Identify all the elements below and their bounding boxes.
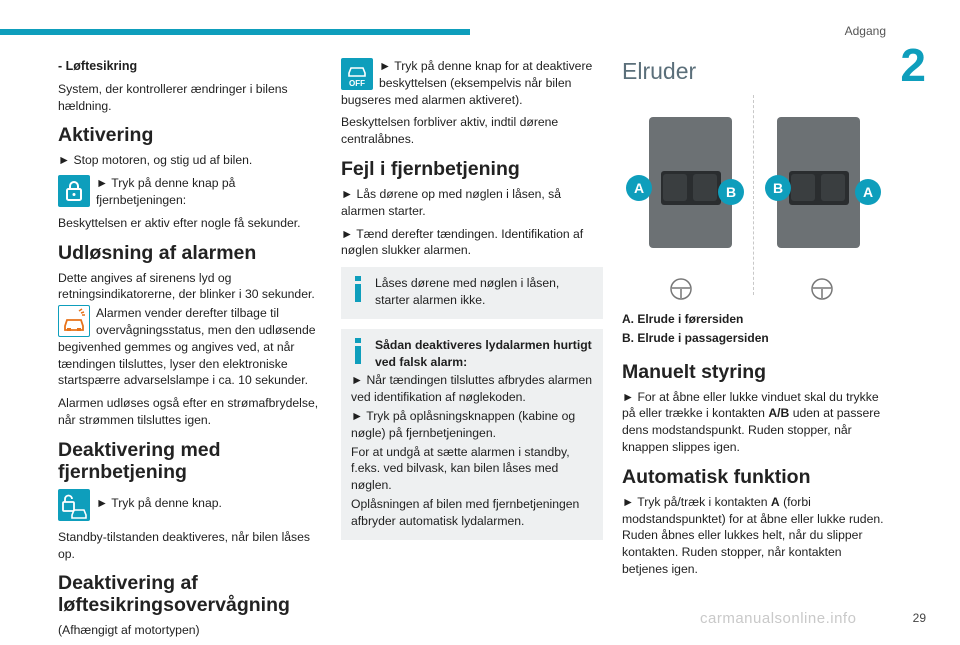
paragraph: (Afhængigt af motortypen) — [58, 623, 200, 638]
label-badge-a: A — [855, 179, 881, 205]
icon-row — [58, 489, 320, 521]
legend-b: B. Elrude i passagersiden — [622, 330, 769, 345]
note-text: For at undgå at sætte alarmen i standby, f.eks. ved bilvask, kan bilen låses med nøglen. — [351, 444, 570, 493]
subheading-loftesikring: - Løftesikring — [58, 59, 138, 73]
text-run-bold: A — [770, 494, 780, 509]
divider — [753, 95, 754, 295]
heading-fejl: Fejl i fjernbetjening — [341, 157, 520, 180]
heading-aktivering: Aktivering — [58, 124, 154, 147]
note-text: ► Tryk på oplåsningsknappen (kabine og nøgle) på fjernbetjeningen. — [351, 408, 576, 440]
text-run: (forbi modstandspunktet) for at åbne eller lukke ruden. Ruden åbnes eller lukkes helt, når du slipper kontakten. Ruden stopper, når kontakten betjenes igen. — [622, 494, 884, 576]
text-run: ► For at åbne eller lukke vinduet skal du trykke på eller trække i kontakten — [622, 389, 879, 421]
page-number: 29 — [912, 611, 926, 625]
paragraph: ► Tryk på denne knap på fjernbetjeningen: — [96, 176, 236, 207]
figure-legend — [622, 311, 884, 347]
paragraph: Dette angives af sirenens lyd og retningsindikatorerne, der blinker i 30 sekunder. — [58, 270, 315, 302]
watermark: carmanualsonline.info — [700, 610, 857, 627]
heading-manuelt: Manuelt styring — [622, 360, 767, 383]
steering-wheel-icon — [669, 277, 693, 306]
icon-row — [58, 175, 320, 215]
paragraph: ► Stop motoren, og stig ud af bilen. — [58, 153, 253, 168]
note-text: Låses dørene med nøglen i låsen, starter alarmen ikke. — [375, 276, 560, 307]
label-badge-b: B — [718, 179, 744, 205]
text-run: uden at passere dens modstandspunkt. Ruden stopper, når knappen slippes igen. — [622, 406, 881, 454]
note-text: Oplåsningen af bilen med fjernbetjeningen afbryder automatisk lydalarmen. — [351, 496, 580, 528]
paragraph: ► Tænd derefter tændingen. Identifikation af nøglen slukker alarmen. — [341, 226, 584, 258]
heading-elruder: Elruder — [622, 58, 697, 84]
info-icon — [351, 276, 365, 302]
paragraph: Alarmen udløses også efter en strømafbrydelse, når strømmen tilsluttes igen. — [58, 396, 319, 427]
paragraph: Beskyttelsen er aktiv efter nogle få sekunder. — [58, 215, 301, 230]
window-switch-a — [821, 174, 845, 201]
door-panel-left — [649, 117, 732, 248]
paragraph: Beskyttelsen forbliver aktiv, indtil dørene centralåbnes. — [341, 115, 559, 147]
unlock-car-icon — [58, 489, 90, 521]
column-3 — [622, 58, 884, 584]
info-note — [341, 329, 603, 540]
legend-a: A. Elrude i førersiden — [622, 312, 744, 326]
text-run-bold: A/B — [768, 406, 790, 421]
icon-row — [341, 58, 603, 108]
paragraph: ► Tryk på denne knap for at deaktivere beskyttelsen (eksempelvis når bilen bugseres med alarmen aktiveret). — [341, 59, 593, 107]
paragraph — [622, 389, 884, 456]
window-switch-figure — [622, 95, 884, 301]
column-2 — [341, 58, 603, 550]
column-1 — [58, 58, 320, 645]
label-badge-a: A — [626, 175, 652, 201]
paragraph: System, der kontrollerer ændringer i bilens hældning. — [58, 81, 288, 113]
lock-icon — [58, 175, 90, 207]
heading-deaktivering-loftesikring: Deaktivering af løftesikringsovervågning — [58, 572, 290, 617]
paragraph — [622, 494, 884, 578]
text-run: ► Tryk på/træk i kontakten — [622, 494, 771, 509]
note-title: Sådan deaktiveres lydalarmen hurtigt ved falsk alarm: — [375, 337, 592, 369]
label-badge-b: B — [765, 175, 791, 201]
paragraph: ► Lås dørene op med nøglen i låsen, så alarmen starter. — [341, 186, 562, 218]
chapter-number: 2 — [900, 39, 926, 91]
heading-deaktivering: Deaktivering med fjernbetjening — [58, 438, 221, 483]
section-label: Adgang — [844, 24, 886, 38]
off-label: OFF — [349, 79, 365, 88]
paragraph: Standby-tilstanden deaktiveres, når bilen låses op. — [58, 529, 311, 561]
top-accent-bar — [0, 29, 470, 35]
window-switch-b — [693, 174, 717, 201]
info-icon — [351, 338, 365, 364]
info-note — [341, 267, 603, 319]
icon-row — [58, 305, 320, 389]
steering-wheel-icon — [810, 277, 834, 306]
alarm-car-icon — [58, 305, 90, 337]
paragraph: ► Tryk på denne knap. — [96, 495, 222, 510]
window-switch-a — [663, 174, 687, 201]
heading-automatisk: Automatisk funktion — [622, 465, 811, 488]
note-text: ► Når tændingen tilsluttes afbrydes alarmen ved identifikation af nøglekoden. — [351, 373, 593, 405]
heading-udlosning: Udløsning af alarmen — [58, 241, 257, 264]
paragraph: Alarmen vender derefter tilbage til overvågningsstatus, men den udløsende begivenhed gemmes og angives ved, at når tændingen tilsluttes, lyser den elektroniske startspærre advarselslampe i ca. 10 sekunder. — [58, 306, 316, 388]
alarm-off-icon — [341, 58, 373, 90]
window-switch-b — [791, 174, 815, 201]
